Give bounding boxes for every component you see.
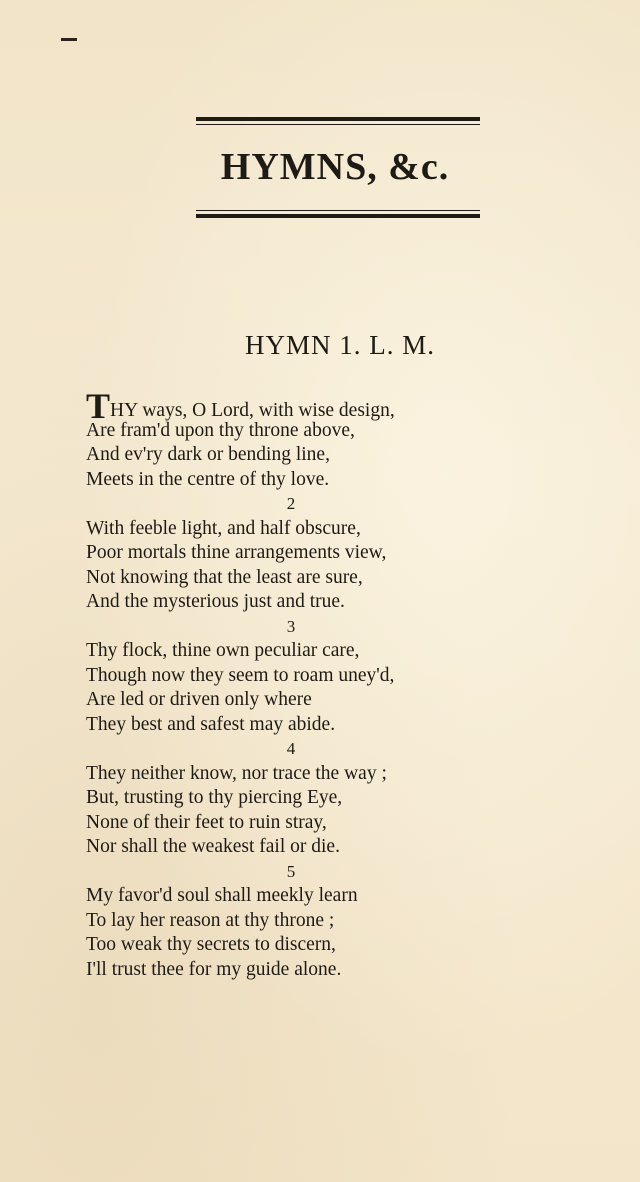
stanza-number: 4 xyxy=(286,739,296,758)
verse-line: Meets in the centre of thy love. xyxy=(86,468,330,490)
verse-line: They neither know, nor trace the way ; xyxy=(86,762,387,784)
verse-line: Are fram'd upon thy throne above, xyxy=(86,419,355,441)
rule-thin-line xyxy=(196,210,480,211)
verse-line: I'll trust thee for my guide alone. xyxy=(86,958,342,980)
rule-thin-line xyxy=(196,124,480,125)
stanza-3 xyxy=(86,615,506,738)
hymn-text xyxy=(86,386,506,982)
stanza-number: 5 xyxy=(286,861,296,881)
page-title: HYMNS, &c. xyxy=(220,146,450,188)
verse-line: Though now they seem to roam uney'd, xyxy=(86,664,395,686)
verse-line: Are led or driven only where xyxy=(86,689,312,710)
verse-line: To lay her reason at thy throne ; xyxy=(86,909,335,931)
verse-line: Too weak thy secrets to discern, xyxy=(86,934,336,955)
rule-thick-line xyxy=(196,117,480,121)
stanza-number: 3 xyxy=(286,616,296,636)
stanza-4 xyxy=(86,737,506,860)
drop-cap: T xyxy=(86,386,111,426)
printer-mark xyxy=(61,38,77,41)
verse-line: But, trusting to thy piercing Eye, xyxy=(86,787,343,808)
verse-line-text: HY ways, O Lord, with wise design, xyxy=(110,400,395,421)
verse-line: And ev'ry dark or bending line, xyxy=(86,444,330,465)
verse-line: My favor'd soul shall meekly learn xyxy=(86,885,358,906)
verse-line xyxy=(86,386,506,426)
verse-line: Thy flock, thine own peculiar care, xyxy=(86,640,360,661)
verse-line: None of their feet to ruin stray, xyxy=(86,811,327,833)
stanza-1 xyxy=(86,386,506,492)
stanza-5 xyxy=(86,860,506,983)
stanza-2 xyxy=(86,492,506,615)
verse-line: And the mysterious just and true. xyxy=(86,591,345,612)
hymn-heading: HYMN 1. L. M. xyxy=(244,330,435,360)
verse-line: Poor mortals thine arrangements view, xyxy=(86,542,387,563)
verse-line: Nor shall the weakest fail or die. xyxy=(86,836,340,857)
rule-thick-line xyxy=(196,214,480,218)
stanza-number: 2 xyxy=(286,494,296,513)
verse-line: With feeble light, and half obscure, xyxy=(86,517,361,539)
bottom-double-rule xyxy=(196,210,480,218)
verse-line: Not knowing that the least are sure, xyxy=(86,566,363,588)
verse-line: They best and safest may abide. xyxy=(86,713,336,735)
top-double-rule xyxy=(196,117,480,125)
